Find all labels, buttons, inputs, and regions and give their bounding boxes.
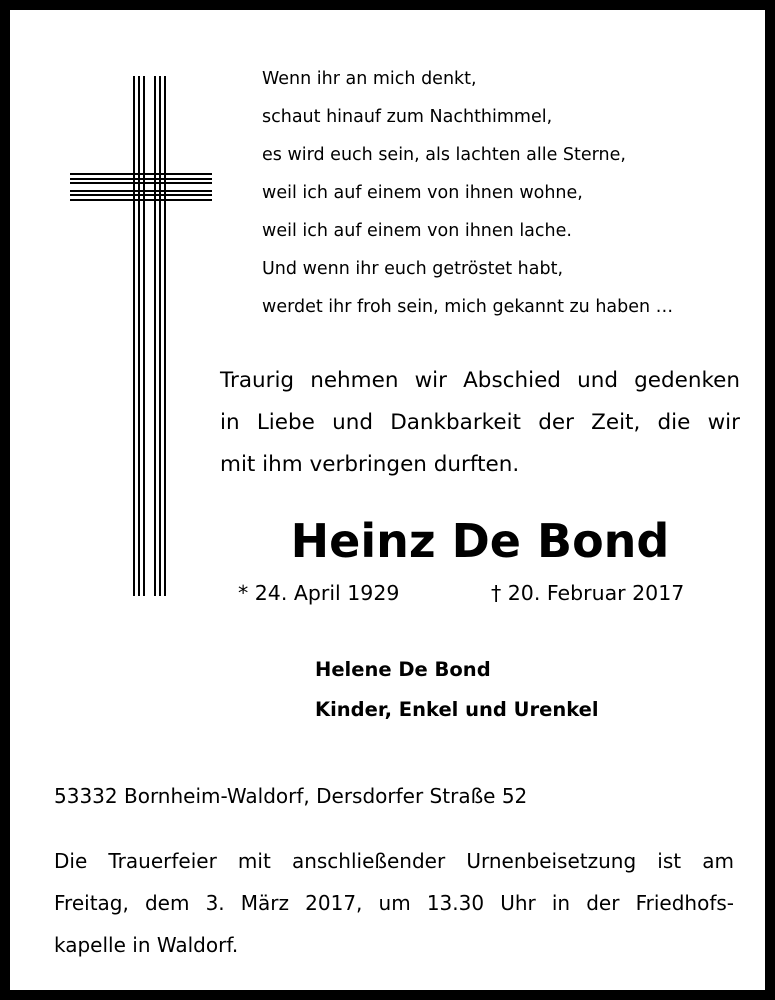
poem-line: es wird euch sein, als lachten alle Sterne, [262, 145, 626, 165]
funeral-notice-line: Die Trauerfeier mit anschließender Urnenbeisetzung ist am [54, 849, 734, 873]
farewell-line: mit ihm verbringen durften. [220, 452, 520, 477]
poem-line: Wenn ihr an mich denkt, [262, 69, 477, 89]
mourner-name: Kinder, Enkel und Urenkel [315, 698, 599, 721]
birth-date: * 24. April 1929 [238, 581, 400, 605]
poem-line: schaut hinauf zum Nachthimmel, [262, 107, 553, 127]
funeral-notice-line: kapelle in Waldorf. [54, 933, 239, 957]
death-date: † 20. Februar 2017 [491, 581, 685, 605]
mourners-list [315, 650, 599, 730]
farewell-line: in Liebe und Dankbarkeit der Zeit, die wir [220, 410, 740, 435]
poem-line: weil ich auf einem von ihnen wohne, [262, 183, 583, 203]
cross-icon [60, 68, 220, 608]
farewell-line: Traurig nehmen wir Abschied und gedenken [220, 368, 740, 393]
funeral-notice-line: Freitag, dem 3. März 2017, um 13.30 Uhr in der Friedhofs- [54, 891, 734, 915]
family-address: 53332 Bornheim-Waldorf, Dersdorfer Straße 52 [54, 784, 528, 808]
deceased-name: Heinz De Bond [290, 514, 670, 568]
poem-line: weil ich auf einem von ihnen lache. [262, 221, 572, 241]
poem [262, 60, 742, 326]
mourner-name: Helene De Bond [315, 658, 491, 681]
funeral-notice [54, 840, 734, 966]
poem-line: werdet ihr froh sein, mich gekannt zu haben … [262, 297, 674, 317]
poem-line: Und wenn ihr euch getröstet habt, [262, 259, 564, 279]
farewell-text [220, 360, 740, 486]
